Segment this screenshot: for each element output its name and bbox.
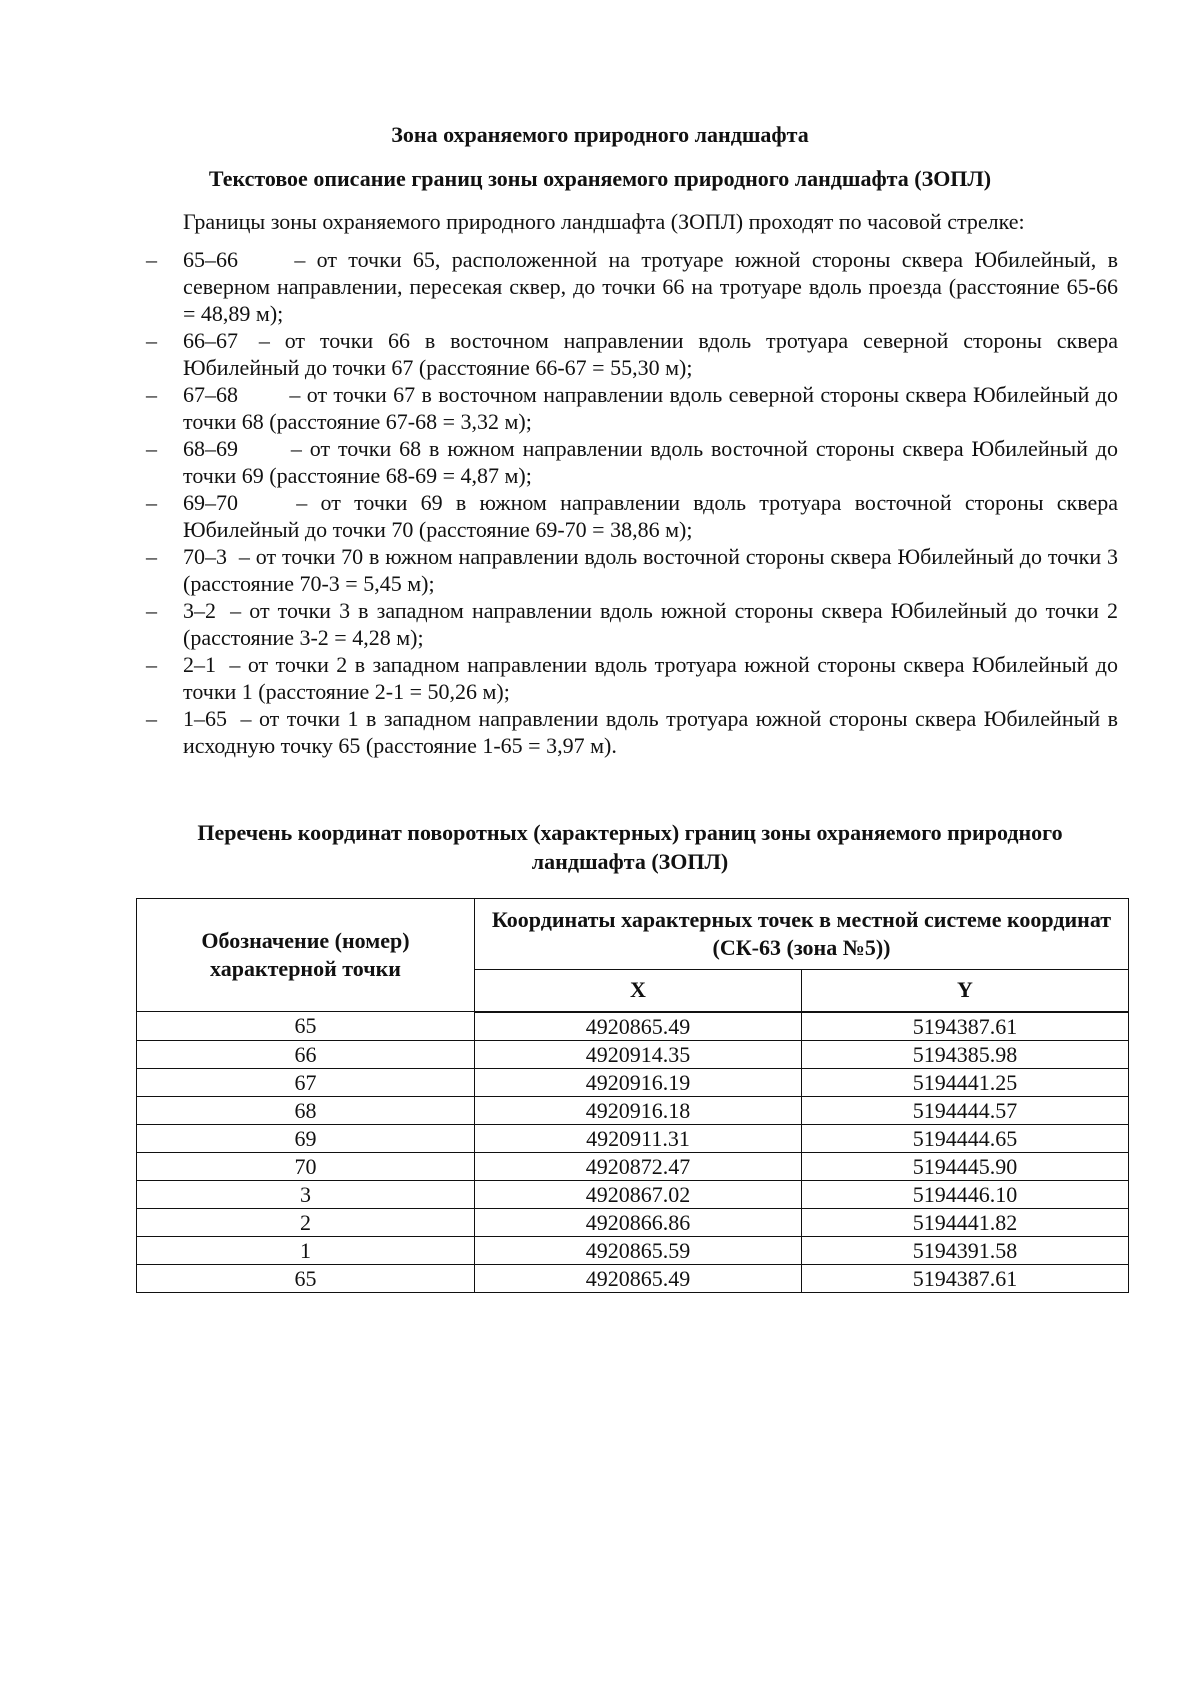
intro-paragraph: Границы зоны охраняемого природного ландшафта (ЗОПЛ) проходят по часовой стрелке: xyxy=(183,209,1025,234)
list-dash: – xyxy=(146,382,157,407)
boundary-item xyxy=(0,705,1200,759)
list-dash: – xyxy=(146,598,157,623)
coordinates-title: Перечень координат поворотных (характерных) границ зоны охраняемого природного ландшафта (ЗОПЛ) xyxy=(197,820,1063,874)
point-cell: 65 xyxy=(137,1012,475,1041)
point-cell: 65 xyxy=(137,1264,475,1292)
point-cell: 2 xyxy=(137,1208,475,1236)
x-cell: 4920872.47 xyxy=(475,1152,802,1180)
boundary-segment: 2–1 xyxy=(183,652,216,677)
point-cell: 68 xyxy=(137,1096,475,1124)
y-cell: 5194385.98 xyxy=(801,1040,1128,1068)
table-row xyxy=(137,1152,1129,1180)
table-row xyxy=(137,1124,1129,1152)
boundary-list xyxy=(0,246,1200,759)
table-row xyxy=(137,1012,1129,1041)
table-row xyxy=(137,1040,1129,1068)
y-cell: 5194387.61 xyxy=(801,1012,1128,1041)
list-dash: – xyxy=(146,706,157,731)
boundary-segment: 1–65 xyxy=(183,706,227,731)
x-cell: 4920867.02 xyxy=(475,1180,802,1208)
point-cell: 66 xyxy=(137,1040,475,1068)
boundary-text: – от точки 69 в южном направлении вдоль тротуара восточной стороны сквера Юбилейный до точки 70 (расстояние 69-70 = 38,86 м); xyxy=(183,490,1118,542)
boundary-segment: 68–69 xyxy=(183,436,238,461)
boundary-text: – от точки 66 в восточном направлении вдоль тротуара северной стороны сквера Юбилейный до точки 67 (расстояние 66-67 = 55,30 м); xyxy=(183,328,1119,380)
boundary-segment: 69–70 xyxy=(183,490,238,515)
boundary-segment: 67–68 xyxy=(183,382,238,407)
document-subtitle: Текстовое описание границ зоны охраняемого природного ландшафта (ЗОПЛ) xyxy=(208,166,992,191)
point-column-header: Обозначение (номер) характерной точки xyxy=(137,899,475,1012)
coordinates-table xyxy=(136,898,1129,1293)
list-dash: – xyxy=(146,544,157,569)
coordinates-column-header: Координаты характерных точек в местной системе координат (СК-63 (зона №5)) xyxy=(475,899,1129,970)
y-cell: 5194387.61 xyxy=(801,1264,1128,1292)
boundary-item xyxy=(0,651,1200,705)
list-dash: – xyxy=(146,247,157,272)
document-title: Зона охраняемого природного ландшафта xyxy=(391,122,809,147)
list-dash: – xyxy=(146,652,157,677)
point-cell: 3 xyxy=(137,1180,475,1208)
boundary-text: – от точки 3 в западном направлении вдоль южной стороны сквера Юбилейный до точки 2 (расстояние 3-2 = 4,28 м); xyxy=(183,598,1119,650)
boundary-item xyxy=(0,489,1200,543)
list-dash: – xyxy=(146,436,157,461)
boundary-text: – от точки 65, расположенной на тротуаре южной стороны сквера Юбилейный, в северном направлении, пересекая сквер, до точки 66 на тротуаре вдоль проезда (расстояние 65-66 = 48,89 м); xyxy=(183,247,1118,326)
x-cell: 4920865.59 xyxy=(475,1236,802,1264)
y-column-header: Y xyxy=(801,969,1128,1011)
x-cell: 4920911.31 xyxy=(475,1124,802,1152)
table-header-row xyxy=(137,899,1129,970)
y-cell: 5194445.90 xyxy=(801,1152,1128,1180)
y-cell: 5194444.65 xyxy=(801,1124,1128,1152)
boundary-segment: 65–66 xyxy=(183,247,238,272)
list-dash: – xyxy=(146,490,157,515)
y-cell: 5194391.58 xyxy=(801,1236,1128,1264)
x-cell: 4920865.49 xyxy=(475,1012,802,1041)
boundary-segment: 66–67 xyxy=(183,328,238,353)
point-cell: 67 xyxy=(137,1068,475,1096)
table-row xyxy=(137,1096,1129,1124)
boundary-item xyxy=(0,543,1200,597)
list-dash: – xyxy=(146,328,157,353)
x-cell: 4920916.18 xyxy=(475,1096,802,1124)
boundary-text: – от точки 2 в западном направлении вдоль тротуара южной стороны сквера Юбилейный до точки 1 (расстояние 2-1 = 50,26 м); xyxy=(183,652,1118,704)
x-cell: 4920914.35 xyxy=(475,1040,802,1068)
point-cell: 70 xyxy=(137,1152,475,1180)
table-row xyxy=(137,1236,1129,1264)
table-row xyxy=(137,1180,1129,1208)
point-cell: 69 xyxy=(137,1124,475,1152)
boundary-item xyxy=(0,246,1200,327)
y-cell: 5194441.82 xyxy=(801,1208,1128,1236)
boundary-text: – от точки 68 в южном направлении вдоль восточной стороны сквера Юбилейный до точки 69 (расстояние 68-69 = 4,87 м); xyxy=(183,436,1118,488)
x-cell: 4920865.49 xyxy=(475,1264,802,1292)
x-cell: 4920916.19 xyxy=(475,1068,802,1096)
x-cell: 4920866.86 xyxy=(475,1208,802,1236)
table-row xyxy=(137,1068,1129,1096)
boundary-item xyxy=(0,435,1200,489)
boundary-text: – от точки 70 в южном направлении вдоль восточной стороны сквера Юбилейный до точки 3 (расстояние 70-3 = 5,45 м); xyxy=(183,544,1119,596)
y-cell: 5194446.10 xyxy=(801,1180,1128,1208)
table-row xyxy=(137,1264,1129,1292)
y-cell: 5194444.57 xyxy=(801,1096,1128,1124)
boundary-segment: 3–2 xyxy=(183,598,216,623)
boundary-item xyxy=(0,327,1200,381)
point-cell: 1 xyxy=(137,1236,475,1264)
x-column-header: X xyxy=(475,969,802,1011)
boundary-text: – от точки 67 в восточном направлении вдоль северной стороны сквера Юбилейный до точки 68 (расстояние 67-68 = 3,32 м); xyxy=(183,382,1118,434)
boundary-item xyxy=(0,381,1200,435)
boundary-text: – от точки 1 в западном направлении вдоль тротуара южной стороны сквера Юбилейный в исходную точку 65 (расстояние 1-65 = 3,97 м). xyxy=(183,706,1119,758)
boundary-segment: 70–3 xyxy=(183,544,227,569)
boundary-item xyxy=(0,597,1200,651)
y-cell: 5194441.25 xyxy=(801,1068,1128,1096)
table-row xyxy=(137,1208,1129,1236)
